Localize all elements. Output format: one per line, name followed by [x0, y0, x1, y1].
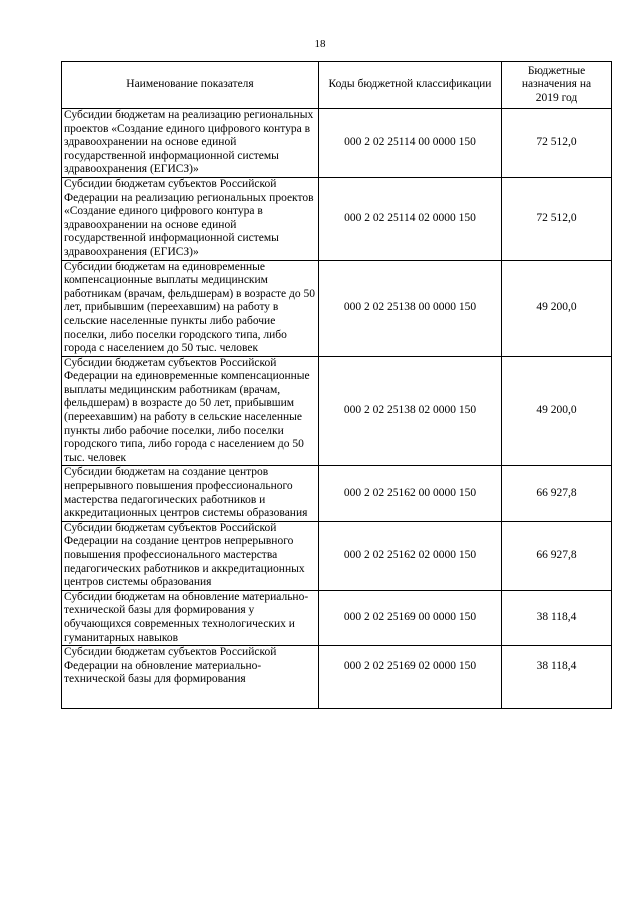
- row-indicator-name: Субсидии бюджетам субъектов Российской Федерации на реализацию региональных проектов «Создание единого цифрового контура в здравоохранении на основе единой государственной информационной системы здравоохранения (ЕГИСЗ)»: [62, 177, 319, 260]
- row-indicator-name: Субсидии бюджетам на создание центров непрерывного повышения профессионального мастерства педагогических работников и аккредитационных центров системы образования: [62, 466, 319, 521]
- budget-table: [61, 61, 612, 709]
- row-budget-amount: 38 118,4: [502, 590, 612, 645]
- row-classification-code: 000 2 02 25138 02 0000 150: [319, 356, 502, 466]
- header-budget-amount: Бюджетные назначения на 2019 год: [502, 62, 612, 109]
- row-classification-code: 000 2 02 25162 02 0000 150: [319, 521, 502, 590]
- row-classification-code: 000 2 02 25114 02 0000 150: [319, 177, 502, 260]
- table-row: [62, 177, 612, 260]
- header-indicator-name: Наименование показателя: [62, 62, 319, 109]
- table-row: [62, 590, 612, 645]
- row-classification-code: 000 2 02 25169 02 0000 150: [319, 646, 502, 709]
- row-indicator-name: Субсидии бюджетам на реализацию региональных проектов «Создание единого цифрового контура в здравоохранении на основе единой государственной информационной системы здравоохранения (ЕГИСЗ)»: [62, 109, 319, 178]
- row-indicator-name: Субсидии бюджетам на обновление материально-технической базы для формирования у обучающихся современных технологических и гуманитарных навыков: [62, 590, 319, 645]
- header-classification-code: Коды бюджетной классификации: [319, 62, 502, 109]
- table-row: [62, 466, 612, 521]
- row-budget-amount: 72 512,0: [502, 109, 612, 178]
- row-budget-amount: 72 512,0: [502, 177, 612, 260]
- table-header-row: [62, 62, 612, 109]
- row-budget-amount: 66 927,8: [502, 466, 612, 521]
- row-budget-amount: 49 200,0: [502, 356, 612, 466]
- table-row: [62, 109, 612, 178]
- row-indicator-name: Субсидии бюджетам субъектов Российской Федерации на создание центров непрерывного повышения профессионального мастерства педагогических работников и аккредитационных центров системы образования: [62, 521, 319, 590]
- row-classification-code: 000 2 02 25114 00 0000 150: [319, 109, 502, 178]
- row-budget-amount: 66 927,8: [502, 521, 612, 590]
- row-indicator-name: Субсидии бюджетам субъектов Российской Федерации на единовременные компенсационные выплаты медицинским работникам (врачам, фельдшерам) в возрасте до 50 лет, прибывшим (переехавшим) на работу в сельские населенные пункты либо рабочие поселки, либо поселки городского типа, либо города с населением до 50 тыс. человек: [62, 356, 319, 466]
- table-row: [62, 521, 612, 590]
- row-budget-amount: 49 200,0: [502, 260, 612, 356]
- row-indicator-name: Субсидии бюджетам субъектов Российской Федерации на обновление материально-технической базы для формирования: [64, 646, 277, 686]
- row-indicator-name: Субсидии бюджетам на единовременные компенсационные выплаты медицинским работникам (врачам, фельдшерам) в возрасте до 50 лет, прибывшим (переехавшим) на работу в сельские населенные пункты либо рабочие поселки, либо поселки городского типа, либо города с населением до 50 тыс. человек: [62, 260, 319, 356]
- row-classification-code: 000 2 02 25138 00 0000 150: [319, 260, 502, 356]
- table-row: [62, 356, 612, 466]
- row-budget-amount: 38 118,4: [502, 646, 612, 709]
- row-classification-code: 000 2 02 25162 00 0000 150: [319, 466, 502, 521]
- table-row: [62, 260, 612, 356]
- page-number: 18: [314, 38, 326, 50]
- table-row: [62, 646, 612, 709]
- row-classification-code: 000 2 02 25169 00 0000 150: [319, 590, 502, 645]
